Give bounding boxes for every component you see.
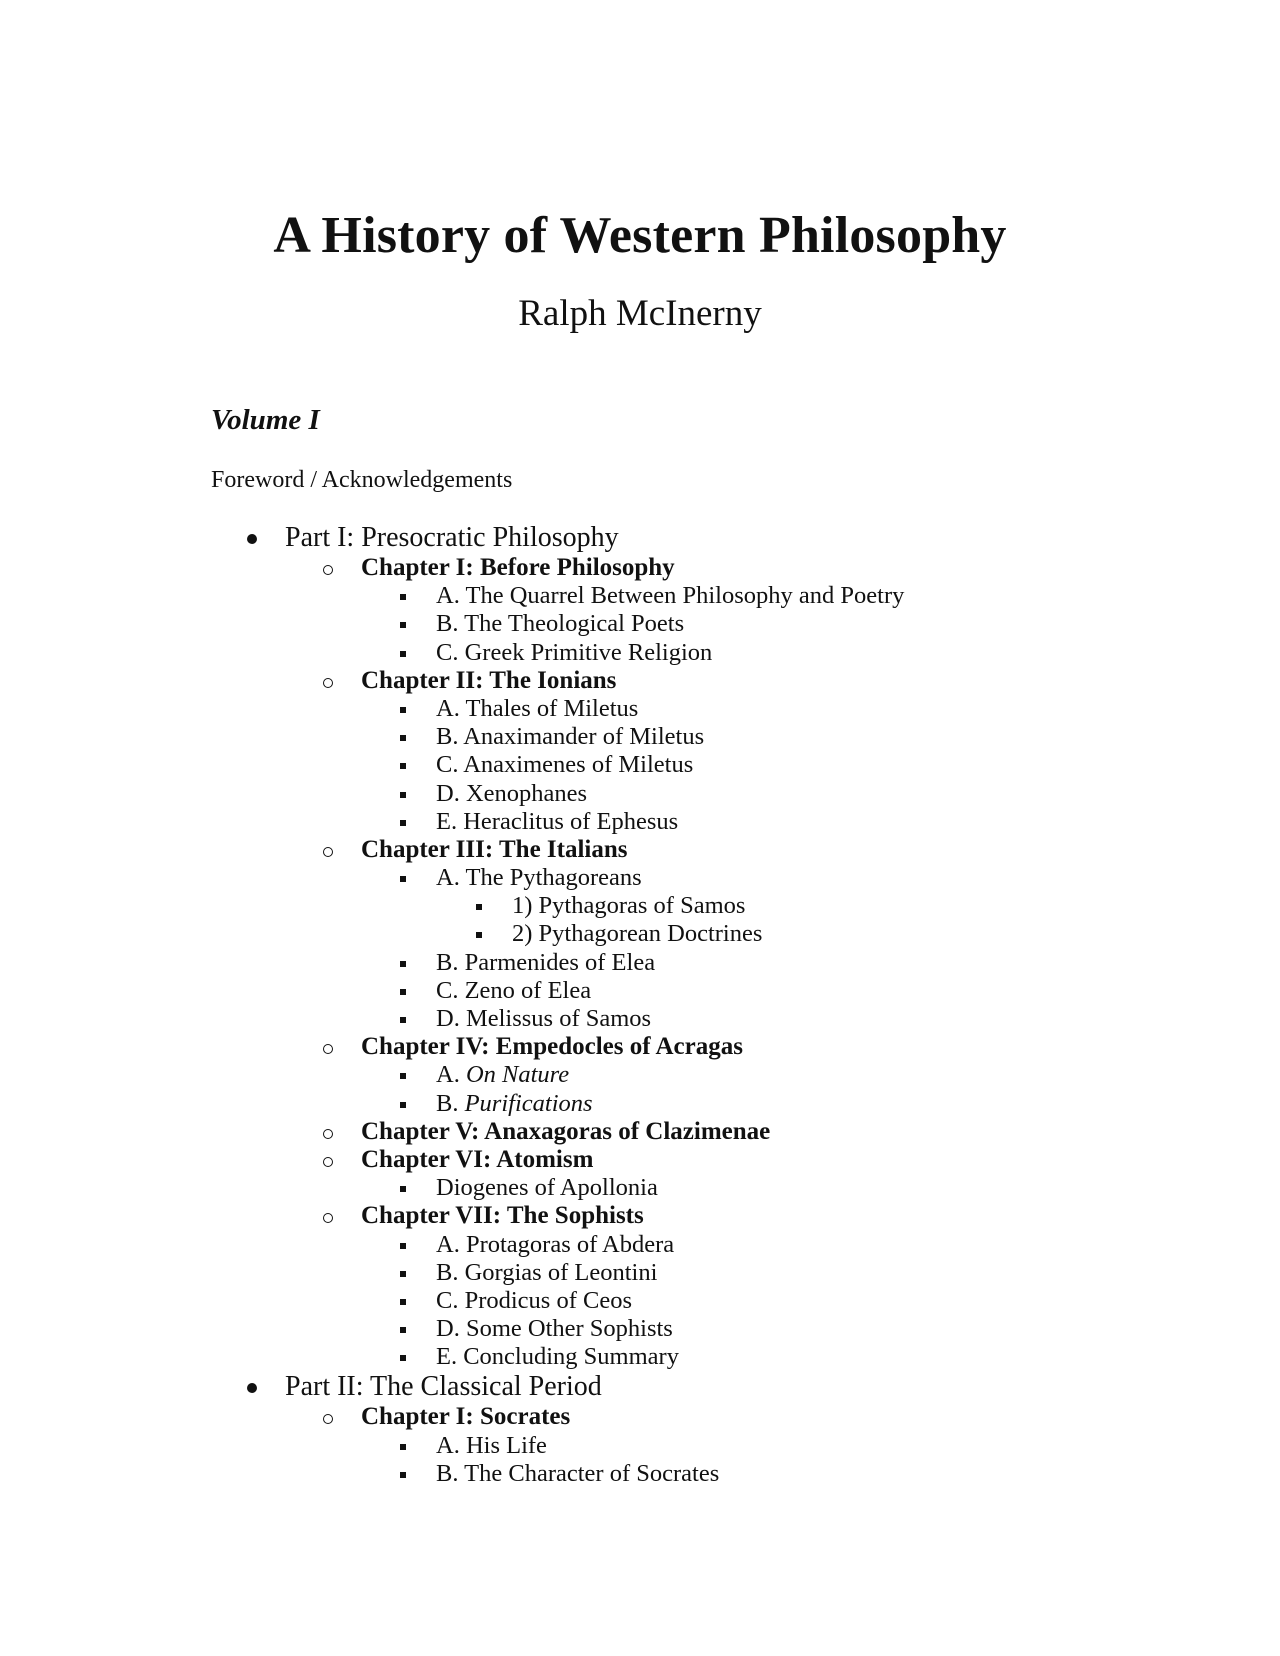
toc-entry-text: B. Gorgias of Leontini (436, 1258, 658, 1286)
toc-section (0, 1005, 1280, 1033)
toc-entry-text: Chapter VII: The Sophists (361, 1202, 644, 1230)
square-bullet-icon (400, 1186, 406, 1192)
square-bullet-icon (400, 622, 406, 628)
toc-chapter (0, 1403, 1280, 1431)
toc-entry-text (436, 1090, 593, 1118)
toc-chapter (0, 554, 1280, 582)
toc-entry-text: C. Anaximenes of Miletus (436, 751, 694, 779)
toc-entry-text: A. The Pythagoreans (436, 864, 642, 892)
toc-chapter (0, 1033, 1280, 1061)
volume-heading: Volume I (211, 404, 320, 436)
toc-entry-text: B. Parmenides of Elea (436, 948, 656, 976)
toc-entry-text: Part I: Presocratic Philosophy (285, 522, 619, 553)
square-bullet-icon (476, 904, 482, 910)
table-of-contents (0, 522, 1280, 1488)
toc-entry-text: D. Xenophanes (436, 779, 588, 807)
toc-section (0, 582, 1280, 610)
toc-section (0, 751, 1280, 779)
square-bullet-icon (400, 1472, 406, 1478)
toc-entry-text: A. Protagoras of Abdera (436, 1230, 675, 1258)
toc-section (0, 1090, 1280, 1118)
toc-section (0, 808, 1280, 836)
hollow-circle-bullet-icon (323, 565, 333, 575)
toc-section (0, 949, 1280, 977)
square-bullet-icon (400, 1073, 406, 1079)
toc-entry-text: Diogenes of Apollonia (436, 1174, 658, 1202)
toc-entry-text: Chapter I: Socrates (361, 1403, 571, 1431)
toc-chapter (0, 1202, 1280, 1230)
toc-chapter (0, 836, 1280, 864)
toc-entry-text: B. Anaximander of Miletus (436, 723, 705, 751)
toc-section (0, 1231, 1280, 1259)
hollow-circle-bullet-icon (323, 1044, 333, 1054)
toc-subsection (0, 892, 1280, 920)
toc-chapter (0, 667, 1280, 695)
toc-section (0, 780, 1280, 808)
toc-entry-text: Part II: The Classical Period (285, 1371, 602, 1403)
toc-section (0, 723, 1280, 751)
square-bullet-icon (400, 1102, 406, 1108)
toc-section (0, 1432, 1280, 1460)
filled-bullet-icon (247, 534, 257, 544)
square-bullet-icon (400, 707, 406, 713)
square-bullet-icon (476, 932, 482, 938)
square-bullet-icon (400, 820, 406, 826)
hollow-circle-bullet-icon (323, 1157, 333, 1167)
toc-entry-text (436, 1061, 569, 1089)
hollow-circle-bullet-icon (323, 847, 333, 857)
toc-section (0, 610, 1280, 638)
toc-entry-text: E. Heraclitus of Ephesus (436, 807, 679, 835)
toc-entry-text: A. His Life (436, 1431, 547, 1459)
foreword-entry: Foreword / Acknowledgements (211, 467, 513, 493)
toc-entry-text: D. Melissus of Samos (436, 1005, 652, 1032)
toc-entry-text: A. The Quarrel Between Philosophy and Poetry (436, 582, 905, 610)
square-bullet-icon (400, 1271, 406, 1277)
toc-section (0, 695, 1280, 723)
square-bullet-icon (400, 1243, 406, 1249)
toc-entry-italic-title: On Nature (465, 1061, 570, 1089)
square-bullet-icon (400, 1017, 406, 1023)
toc-entry-text: Chapter II: The Ionians (361, 666, 617, 694)
toc-section (0, 1287, 1280, 1315)
toc-part (0, 1371, 1280, 1403)
toc-entry-text: A. Thales of Miletus (436, 694, 639, 722)
toc-entry-text: Chapter III: The Italians (361, 835, 628, 863)
toc-section (0, 1343, 1280, 1371)
toc-entry-prefix: B. (436, 1089, 465, 1117)
square-bullet-icon (400, 763, 406, 769)
hollow-circle-bullet-icon (323, 1213, 333, 1223)
toc-chapter (0, 1146, 1280, 1174)
toc-entry-text: B. The Character of Socrates (436, 1459, 720, 1487)
square-bullet-icon (400, 1327, 406, 1333)
square-bullet-icon (400, 1355, 406, 1361)
toc-section (0, 639, 1280, 667)
toc-chapter (0, 1118, 1280, 1146)
square-bullet-icon (400, 1444, 406, 1450)
toc-entry-text: Chapter V: Anaxagoras of Clazimenae (361, 1117, 771, 1145)
toc-section (0, 1174, 1280, 1202)
toc-entry-text: Chapter VI: Atomism (361, 1145, 594, 1173)
square-bullet-icon (400, 1299, 406, 1305)
toc-section (0, 864, 1280, 892)
toc-entry-text: B. The Theological Poets (436, 610, 685, 638)
square-bullet-icon (400, 735, 406, 741)
hollow-circle-bullet-icon (323, 1414, 333, 1424)
square-bullet-icon (400, 651, 406, 657)
hollow-circle-bullet-icon (323, 678, 333, 688)
toc-entry-italic-title: Purifications (464, 1089, 593, 1117)
toc-section (0, 977, 1280, 1005)
toc-entry-text: E. Concluding Summary (436, 1343, 679, 1371)
square-bullet-icon (400, 989, 406, 995)
filled-bullet-icon (247, 1383, 257, 1393)
square-bullet-icon (400, 792, 406, 798)
hollow-circle-bullet-icon (323, 1129, 333, 1139)
square-bullet-icon (400, 876, 406, 882)
toc-entry-text: 2) Pythagorean Doctrines (512, 920, 763, 948)
toc-section (0, 1460, 1280, 1488)
toc-entry-text: C. Zeno of Elea (436, 976, 592, 1004)
toc-subsection (0, 920, 1280, 948)
toc-section (0, 1259, 1280, 1287)
toc-entry-text: C. Greek Primitive Religion (436, 638, 713, 666)
toc-entry-text: Chapter I: Before Philosophy (361, 554, 675, 581)
toc-section (0, 1061, 1280, 1089)
document-author: Ralph McInerny (518, 293, 762, 334)
toc-entry-text: D. Some Other Sophists (436, 1315, 673, 1343)
toc-section (0, 1315, 1280, 1343)
document-title: A History of Western Philosophy (273, 207, 1007, 264)
toc-entry-text: 1) Pythagoras of Samos (512, 892, 746, 920)
toc-entry-text: Chapter IV: Empedocles of Acragas (361, 1033, 743, 1061)
square-bullet-icon (400, 594, 406, 600)
square-bullet-icon (400, 961, 406, 967)
toc-entry-text: C. Prodicus of Ceos (436, 1286, 632, 1314)
toc-part (0, 522, 1280, 554)
toc-entry-prefix: A. (436, 1061, 466, 1089)
